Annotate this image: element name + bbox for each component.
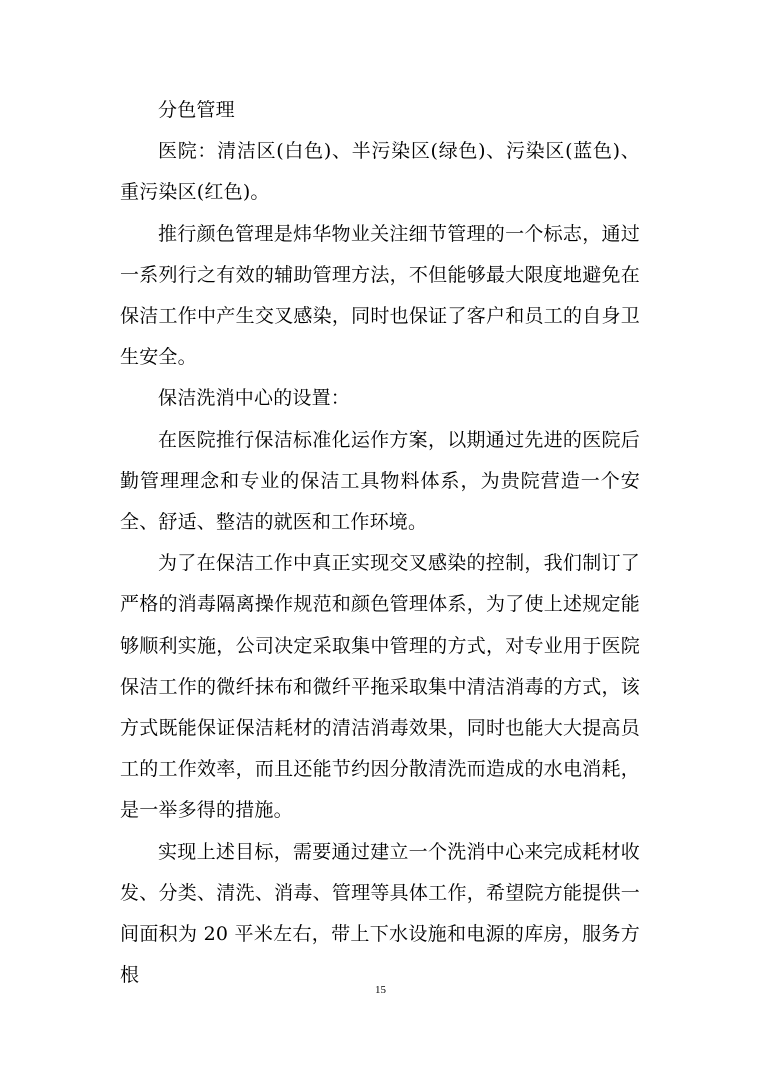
paragraph-implementation: 实现上述目标，需要通过建立一个洗消中心来完成耗材收发、分类、清洗、消毒、管理等具体工作，希望院方能提供一间面积为 20 平米左右，带上下水设施和电源的库房，服务方根 — [120, 840, 640, 987]
paragraph-infection-control: 为了在保洁工作中真正实现交叉感染的控制，我们制订了严格的消毒隔离操作规范和颜色管理体系，为了使上述规定能够顺利实施，公司决定采取集中管理的方式，对专业用于医院保洁工作的微纤抹布和微纤平拖采取集中清洁消毒的方式，该方式既能保证保洁耗材的清洁消毒效果，同时也能大大提高员工的工作效率，而且还能节约因分散清洗而造成的水电消耗，是一举多得的措施。 — [120, 552, 640, 822]
paragraph-hospital-zones: 医院：清洁区(白色)、半污染区(绿色)、污染区(蓝色)、重污染区(红色)。 — [120, 140, 640, 204]
heading-disinfection-center: 保洁洗消中心的设置： — [158, 387, 351, 410]
heading-color-management: 分色管理 — [158, 99, 235, 121]
paragraph-color-management: 推行颜色管理是炜华物业关注细节管理的一个标志，通过一系列行之有效的辅助管理方法，不但能够最大限度地避免在保洁工作中产生交叉感染，同时也保证了客户和员工的自身卫生安全。 — [120, 222, 640, 369]
page-number: 15 — [375, 984, 386, 996]
body-text — [120, 90, 640, 996]
paragraph-standardization: 在医院推行保洁标准化运作方案，以期通过先进的医院后勤管理理念和专业的保洁工具物料体系，为贵院营造一个安全、舒适、整洁的就医和工作环境。 — [120, 428, 640, 534]
